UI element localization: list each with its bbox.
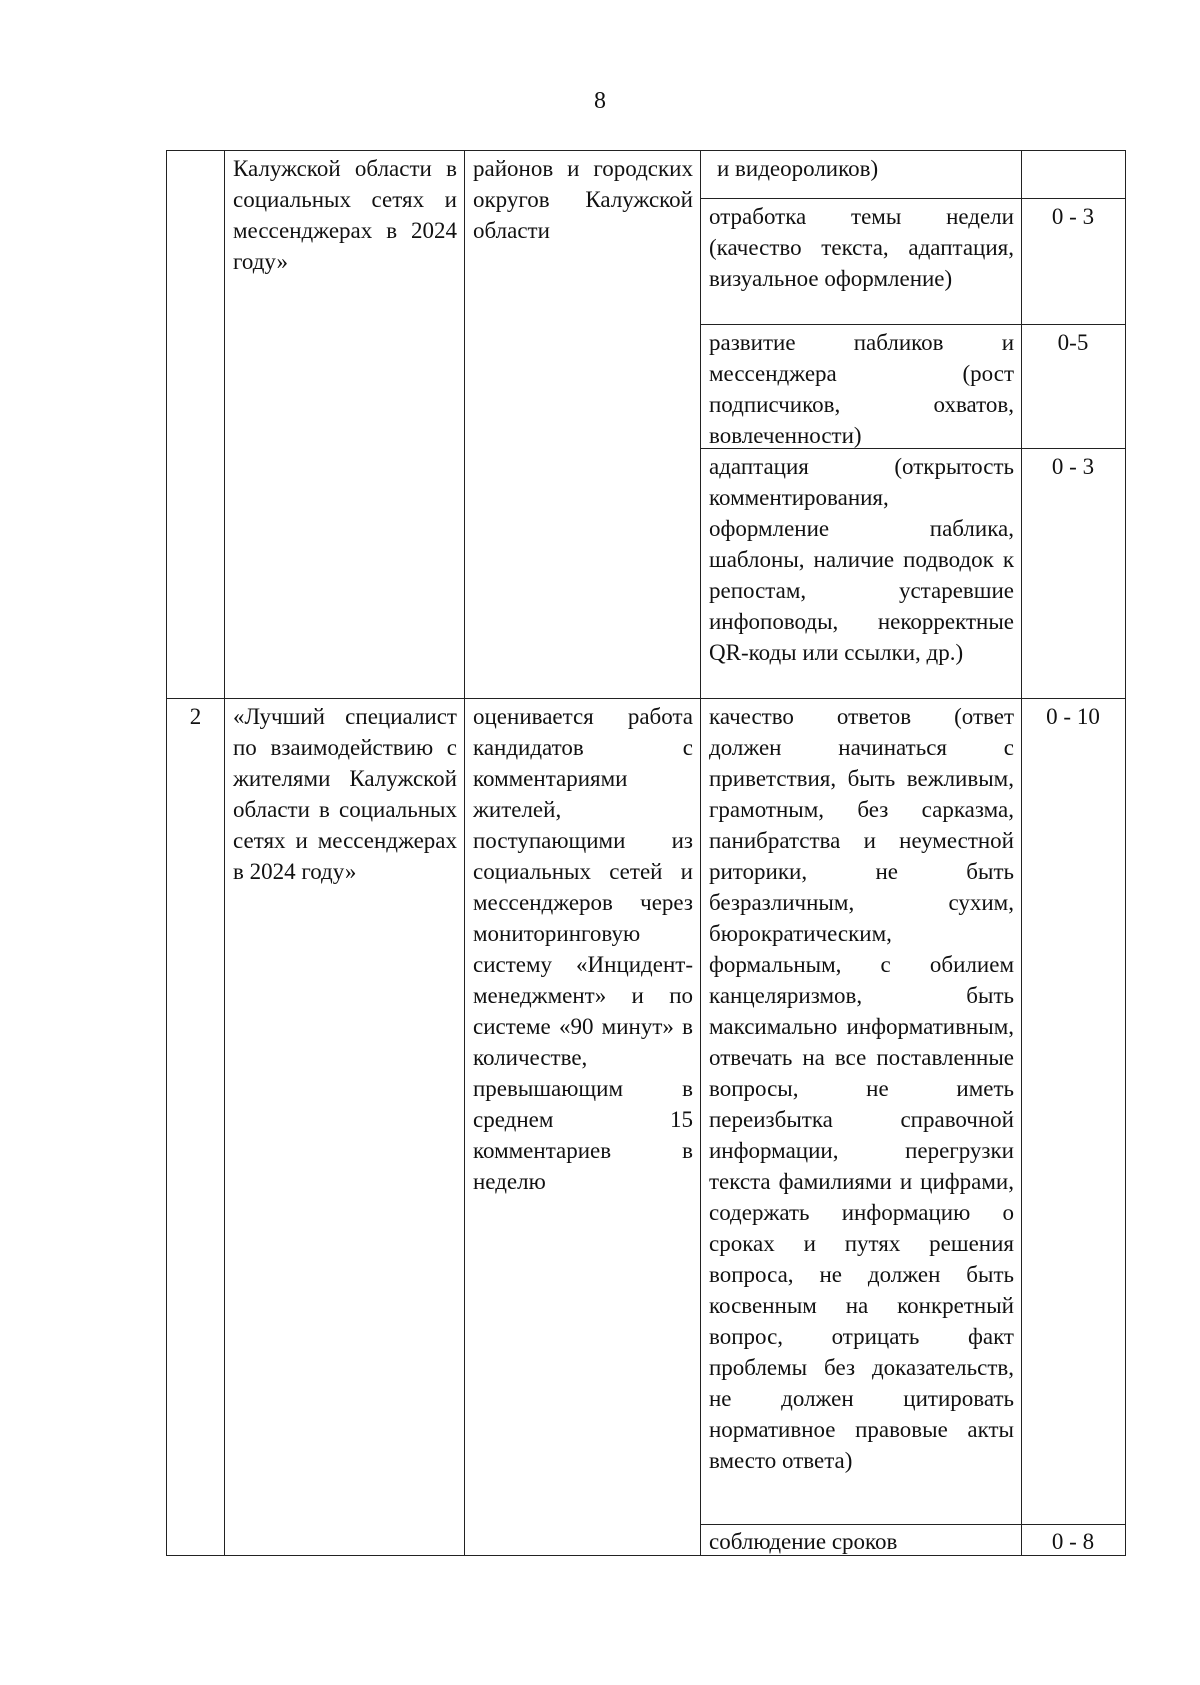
participants-cell: районов и городских округов Калужской области bbox=[473, 156, 693, 243]
row-divider bbox=[700, 1524, 1125, 1525]
col-divider bbox=[700, 151, 701, 1555]
score-cell: 0 - 10 bbox=[1046, 704, 1100, 729]
criterion-cell: отработка темы недели (качество текста, адаптация, визуальное оформление) bbox=[709, 204, 1014, 291]
col-divider bbox=[464, 151, 465, 1555]
score-cell: 0-5 bbox=[1057, 330, 1089, 355]
col-divider bbox=[224, 151, 225, 1555]
participants-cell: оценивается работа кандидатов с комментариями жителей, поступающими из социальных сетей и мессенджеров через мониторинговую систему «Инцидент-менеджмент» и по системе «90 минут» в количестве, превышающим в среднем 15 комментариев в неделю bbox=[473, 704, 693, 1194]
criterion-cell: качество ответов (ответ должен начинаться с приветствия, быть вежливым, грамотным, без сарказма, панибратства и неуместной риторики, не быть безразличным, сухим, бюрократическим, формальным, с обилием канцеляризмов, быть максимально информативным, отвечать на все поставленные вопросы, не иметь переизбытка справочной информации, перегрузки текста фамилиями и цифрами, содержать информацию о сроках и путях решения вопроса, не должен быть косвенным на конкретный вопрос, отрицать факт проблемы без доказательств, не должен цитировать нормативное правовые акты вместо ответа) bbox=[709, 704, 1014, 1473]
page-number: 8 bbox=[594, 88, 606, 114]
score-cell: 0 - 3 bbox=[1051, 454, 1095, 479]
row-number: 2 bbox=[189, 704, 202, 729]
score-cell: 0 - 8 bbox=[1051, 1529, 1095, 1554]
criterion-cell: развитие пабликов и мессенджера (рост подписчиков, охватов, вовлеченности) bbox=[709, 330, 1014, 448]
row-divider bbox=[700, 324, 1125, 325]
criteria-table bbox=[166, 150, 1126, 1556]
nomination-cell: Калужской области в социальных сетях и мессенджерах в 2024 году» bbox=[233, 156, 457, 274]
criterion-cell: соблюдение сроков bbox=[709, 1529, 898, 1554]
row-divider bbox=[700, 198, 1125, 199]
criterion-cell: и видеороликов) bbox=[717, 156, 879, 181]
criterion-cell: адаптация (открытость комментирования, оформление паблика, шаблоны, наличие подводок к репостам, устаревшие инфоповоды, некорректные QR-коды или ссылки, др.) bbox=[709, 454, 1014, 665]
score-cell: 0 - 3 bbox=[1051, 204, 1095, 229]
row-divider bbox=[167, 698, 1125, 699]
col-divider bbox=[1021, 151, 1022, 1555]
nomination-cell: «Лучший специалист по взаимодействию с жителями Калужской области в социальных сетях и мессенджерах в 2024 году» bbox=[233, 704, 457, 884]
